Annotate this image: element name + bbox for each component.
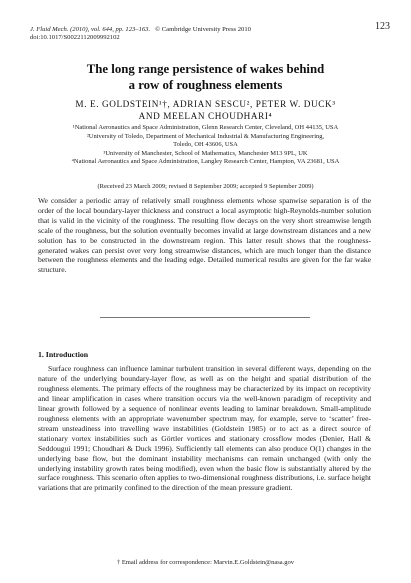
received-dates: (Received 23 March 2009; revised 8 September 2009; accepted 9 September 2009) xyxy=(97,183,314,190)
affiliation-3: ³University of Manchester, School of Mathematics, Manchester M13 9PL, UK xyxy=(103,149,308,157)
abstract-text: We consider a periodic array of relatively small roughness elements whose spanwise separation is of the order of the local boundary-layer thickness and construct a local asymptotic high-Reynolds-number solution that is valid in the vicinity of the roughness. The resulting flow decays on the very short streamwise length scale of the roughness, but the solution eventually becomes invalid at large downstream distances and a new solution has to be constructed in the downstream region. This latter result shows that the roughness-generated wakes can persist over very long streamwise distances, which are much longer than the distance between the roughness elements and the leading edge. Detailed numerical results are given for the far wake structure. xyxy=(38,196,371,275)
affiliation-2-city: Toledo, OH 43606, USA xyxy=(173,141,238,149)
introduction-paragraph: Surface roughness can influence laminar turbulent transition in several different ways, depending on the nature of the underlying boundary-layer flow, as well as on the height and spatial distribution of the roughness elements. The primary effects of the roughness may be characterized by its impact on receptivity and linear amplification in cases where transition occurs via the well-known paradigm of receptivity and linear growth followed by a sequence of nonlinear events leading to laminar breakdown. Small-amplitude roughness elements with an appropriate wavenumber spectrum may, for example, serve to ‘scatter’ free-stream unsteadiness into travelling wave instabilities (Goldstein 1985) or to act as a direct source of stationary vortex instabilities such as Görtler vortices and stationary crossflow modes (Denier, Hall & Seddougui 1991; Choudhari & Duck 1996). Sufficiently tall elements can also produce O(1) changes in the underlying base flow, but the dominant instability mechanisms can remain unchanged (with only the underlying instability growth rates being modified), even when the basic flow is substantially altered by the surface roughness. This scenario often applies to two-dimensional roughness distributions, i.e. surface height variations that are primarily confined to the direction of the mean pressure gradient. xyxy=(38,364,371,493)
affiliations xyxy=(0,124,411,167)
page-number: 123 xyxy=(375,21,390,32)
journal-citation: J. Fluid Mech. (2010), vol. 644, pp. 123–163. xyxy=(30,26,151,33)
publisher-notice: © Cambridge University Press 2010 xyxy=(155,26,251,33)
abstract-divider xyxy=(100,317,310,318)
author-list xyxy=(0,99,411,122)
author-line-2: AND MEELAN CHOUDHARI⁴ xyxy=(138,110,273,121)
correspondence-footnote: † Email address for correspondence: Marvin.E.Goldstein@nasa.gov xyxy=(116,559,295,566)
running-header xyxy=(30,21,390,43)
doi-text: doi:10.1017/S0022112009992102 xyxy=(30,34,120,42)
affiliation-2: ²University of Toledo, Department of Mechanical Industrial & Manufacturing Engineering, xyxy=(86,132,325,140)
section-heading: 1. Introduction xyxy=(38,350,89,359)
paper-title xyxy=(0,62,411,93)
paper-title-line-2: a row of roughness elements xyxy=(128,77,283,92)
author-line-1: M. E. GOLDSTEIN¹†, ADRIAN SESCU², PETER W. DUCK³ xyxy=(75,99,336,109)
affiliation-4: ⁴National Aeronautics and Space Administration, Langley Research Center, Hampton, VA 23681, USA xyxy=(71,158,340,166)
affiliation-1: ¹National Aeronautics and Space Administration, Glenn Research Center, Cleveland, OH 44135, USA xyxy=(72,124,339,131)
paper-title-line-1: The long range persistence of wakes behind xyxy=(86,62,325,76)
